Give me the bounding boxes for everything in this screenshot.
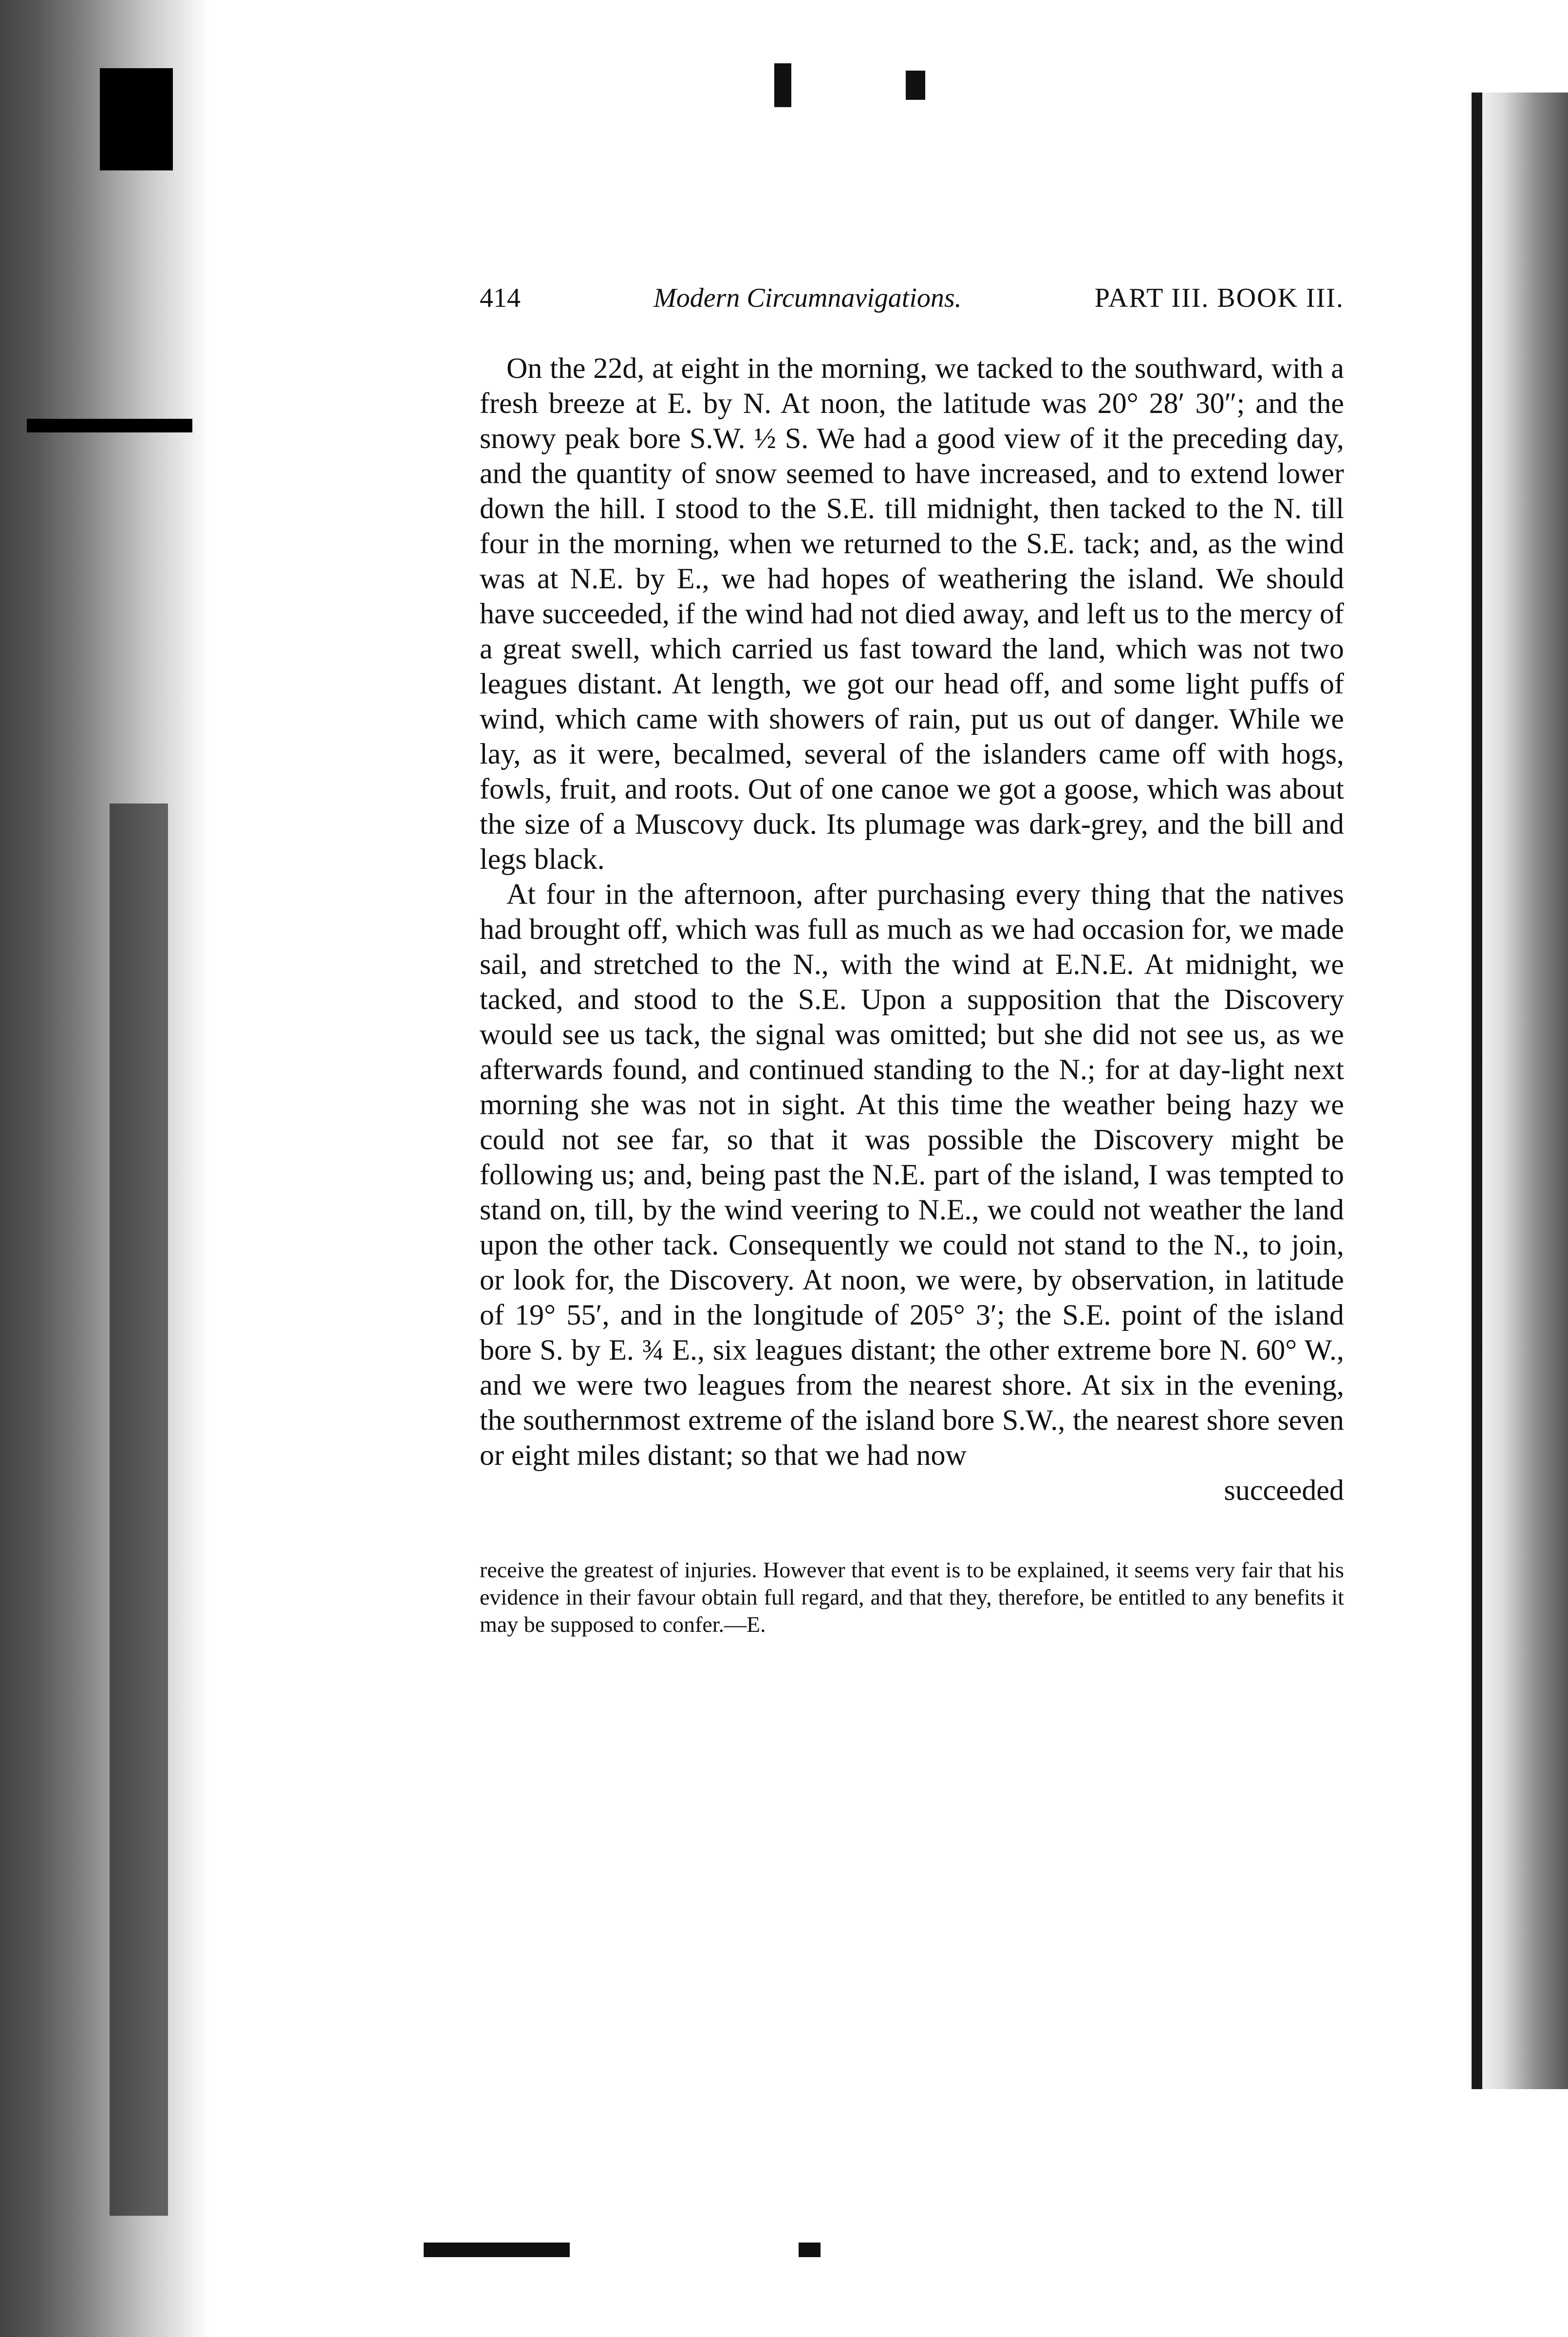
book-page	[480, 282, 1344, 1638]
scan-top-mark	[906, 71, 925, 100]
section-label: PART III. BOOK III.	[1094, 283, 1344, 313]
paragraph: At four in the afternoon, after purchasing every thing that the natives had brought off, which was full as much as we had occasion for, we made sail, and stretched to the N., with the wind at E.N.E. At midnight, we tacked, and stood to the S.E. Upon a supposition that the Discovery would see us tack, the signal was omitted; but she did not see us, as we afterwards found, and continued standing to the N.; for at day-light next morning she was not in sight. At this time the weather being hazy we could not see far, so that it was possible the Discovery might be following us; and, being past the N.E. part of the island, I was tempted to stand on, till, by the wind veering to N.E., we could not weather the land upon the other tack. Consequently we could not stand to the N., to join, or look for, the Discovery. At noon, we were, by observation, in latitude of 19° 55′, and in the longitude of 205° 3′; the S.E. point of the island bore S. by E. ¾ E., six leagues distant; the other extreme bore N. 60° W., and we were two leagues from the nearest shore. At six in the evening, the southernmost extreme of the island bore S.W., the nearest shore seven or eight miles distant; so that we had now	[480, 878, 1344, 1471]
scan-gutter-stripe	[110, 804, 168, 2216]
scan-bottom-mark	[424, 2243, 570, 2257]
footnote	[480, 1556, 1344, 1638]
scan-gutter-stripe	[100, 68, 173, 170]
footnote-text: receive the greatest of injuries. However that event is to be explained, it seems very fair that his evidence in their favour obtain full regard, and that they, therefore, be entitled to any benefits it may be supposed to confer.—E.	[480, 1557, 1344, 1637]
running-head	[480, 282, 1344, 321]
scan-gutter-stripe	[27, 419, 192, 432]
paragraph: On the 22d, at eight in the morning, we tacked to the southward, with a fresh breeze at E. by N. At noon, the latitude was 20° 28′ 30″; and the snowy peak bore S.W. ½ S. We had a good view of it the preceding day, and the quantity of snow seemed to have increased, and to extend lower down the hill. I stood to the S.E. till midnight, then tacked to the N. till four in the morning, when we returned to the S.E. tack; and, as the wind was at N.E. by E., we had hopes of weathering the island. We should have succeeded, if the wind had not died away, and left us to the mercy of a great swell, which carried us fast toward the land, which was not two leagues distant. At length, we got our head off, and some light puffs of wind, which came with showers of rain, put us out of danger. While we lay, as it were, becalmed, several of the islanders came off with hogs, fowls, fruit, and roots. Out of one canoe we got a goose, which was about the size of a Muscovy duck. Its plumage was dark-grey, and the bill and legs black.	[480, 352, 1344, 875]
page-number: 414	[480, 283, 521, 313]
body-text	[480, 351, 1344, 1508]
catchword: succeeded	[1224, 1474, 1344, 1506]
scan-gutter-shadow	[0, 0, 209, 2337]
running-title: Modern Circumnavigations.	[653, 283, 962, 313]
scan-right-rule	[1472, 93, 1482, 2089]
scan-top-mark	[774, 63, 791, 107]
scan-bottom-mark	[799, 2243, 821, 2257]
